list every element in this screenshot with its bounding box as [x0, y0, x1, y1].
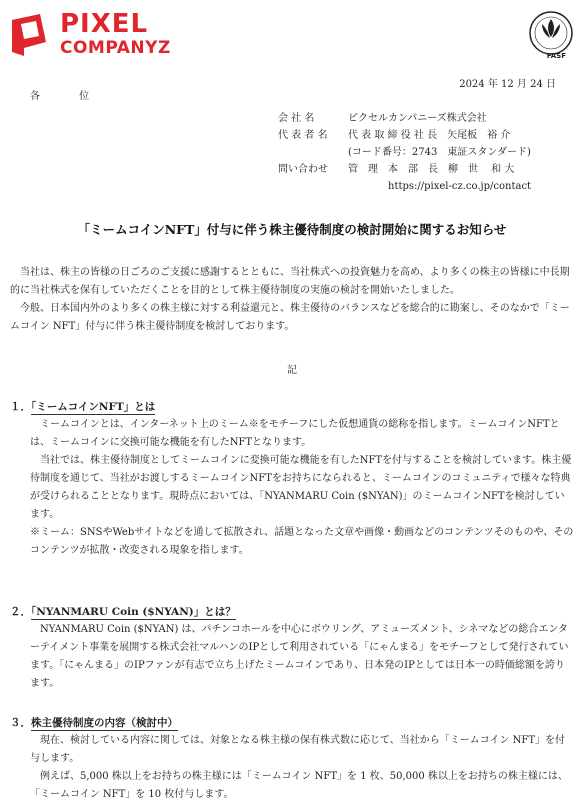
company-name: ピクセルカンパニーズ株式会社: [348, 113, 487, 124]
section-heading: [10, 398, 574, 416]
footnote: ※ミーム：SNSやWebサイトなどを通して拡散され、話題となった文章や画像・動画などのコンテンツそのものや、そのコンテンツが拡散・改変される現象を指します。: [30, 527, 574, 556]
intro-section: [10, 264, 574, 336]
contact-label: 問い合わせ: [278, 164, 328, 175]
ki-mark: 記: [287, 365, 297, 376]
section-paragraph: NYANMARU Coin ($NYAN) は、パチンコホールを中心にボウリング、アミューズメント、シネマなどの総合エンターテイメント事業を展開する株式会社マルハンのIPとして利用されている「にゃんまる」をモチーフとして発行されています。「にゃんまる」のIPファンが有志で立ち上げたミームコインであり、日本発のIPとしては日本一の時価総額を誇ります。: [30, 624, 569, 689]
company-label: 会 社 名: [278, 113, 315, 124]
section-1: [10, 398, 574, 560]
intro-paragraph: 当社は、株主の皆様の日ごろのご支援に感謝するとともに、当社株式への投資魅力を高め、より多くの株主の皆様に中長期的に当社株式を保有していただくことを目的として株主優待制度の実施の検討を開始いたしました。: [10, 267, 570, 296]
section-title: 株主優待制度の内容（検討中）: [31, 717, 178, 729]
pixel-companyz-logo-icon: [10, 12, 48, 58]
fasf-label: FASF: [546, 52, 566, 60]
logo-text-companyz: COMPANYZ: [60, 38, 171, 58]
section-3: [10, 714, 574, 804]
document-date: 2024 年 12 月 24 日: [459, 79, 556, 90]
section-heading: [10, 714, 574, 732]
contact-person: 管 理 本 部 長 柳 世 和 大: [348, 164, 515, 175]
section-title: 「ミームコインNFT」とは: [31, 401, 156, 413]
section-paragraph: 当社では、株主優待制度としてミームコインに変換可能な機能を有したNFTを付与することを検討しています。株主優待制度を通じて、当社がお渡しするミームコインNFTをお持ちになられると、ミームコインのコミュニティで様々な特典が受けられることとなります。現時点においては、「NYANMARU Coin ($NYAN)」のミームコインNFTを検討しています。: [30, 455, 572, 520]
section-number: ２．: [10, 606, 31, 618]
section-paragraph: 現在、検討している内容に関しては、対象となる株主様の保有株式数に応じて、当社から「ミームコイン NFT」を付与します。: [30, 735, 566, 764]
section-number: １．: [10, 401, 31, 413]
section-heading: [10, 603, 574, 621]
fasf-seal-icon: [528, 10, 574, 56]
document-title: 「ミームコインNFT」付与に伴う株主優待制度の検討開始に関するお知らせ: [77, 222, 507, 237]
section-paragraph: ミームコインとは、インターネット上のミーム※をモチーフにした仮想通貨の総称を指します。ミームコインNFTとは、ミームコインに交換可能な機能を有したNFTとなります。: [30, 419, 560, 448]
company-info: [278, 112, 568, 197]
section-title: 「NYANMARU Coin ($NYAN)」とは？: [31, 606, 236, 618]
contact-url-link[interactable]: https://pixel-cz.co.jp/contact: [388, 181, 532, 192]
addressee: 各 位: [30, 91, 108, 102]
logo-text-pixel: PIXEL: [60, 9, 149, 39]
representative-name: 代 表 取 締 役 社 長 矢尾板 裕 介: [348, 130, 511, 141]
section-2: [10, 603, 574, 693]
section-number: ３．: [10, 717, 31, 729]
stock-code: (コード番号：2743 東証スタンダード): [348, 147, 531, 158]
intro-paragraph: 今般、日本国内外のより多くの株主様に対する利益還元と、株主優待のバランスなどを総合的に勘案し、そのなかで「ミームコイン NFT」付与に伴う株主優待制度を検討しております。: [10, 303, 570, 332]
section-paragraph: 例えば、5,000 株以上をお持ちの株主様には「ミームコイン NFT」を 1 枚、50,000 株以上をお持ちの株主様には、「ミームコイン NFT」を 10 枚付与します。: [30, 771, 568, 800]
representative-label: 代 表 者 名: [278, 130, 328, 141]
